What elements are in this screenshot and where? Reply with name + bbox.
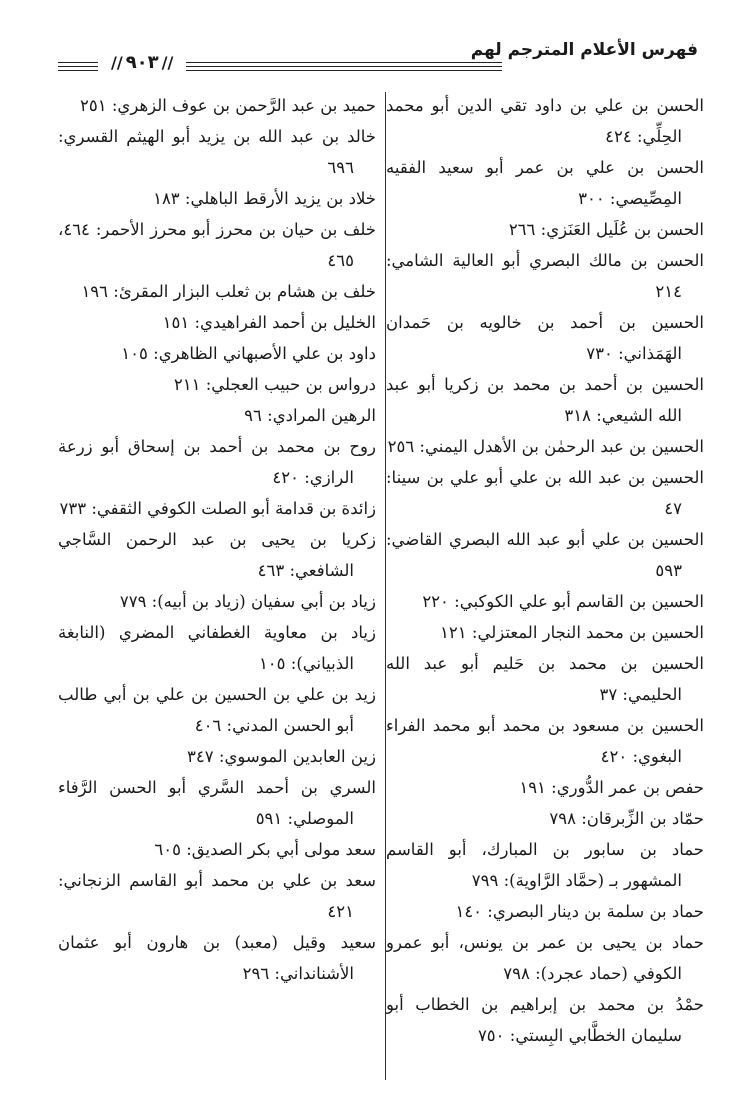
index-entry: الحسين بن مسعود بن محمد أبو محمد الفراء البغوي: ٤٢٠: [386, 716, 704, 766]
index-entry: حمّاد بن الزِّبرقان: ٧٩٨: [549, 809, 704, 828]
index-entry: خلاد بن يزيد الأرقط الباهلي: ١٨٣: [153, 189, 376, 208]
index-entry: الحسين بن أحمد بن خالويه بن حَمدان الهَمَذاني: ٧٣٠: [386, 313, 704, 363]
index-entry: حميد بن عبد الرَّحمن بن عوف الزهري: ٢٥١: [80, 96, 376, 115]
index-entry: الخليل بن أحمد الفراهيدي: ١٥١: [162, 313, 376, 332]
right-column: [386, 90, 704, 1080]
index-entry: الحسين بن أحمد بن محمد بن زكريا أبو عبد الله الشيعي: ٣١٨: [386, 375, 704, 425]
page-number: // ٩٠٣ //: [98, 50, 186, 76]
index-entry: حماد بن سلمة بن دينار البصري: ١٤٠: [455, 902, 704, 921]
running-title: فهرس الأعلام المترجم لهم: [470, 40, 698, 60]
index-entry: روح بن محمد بن أحمد بن إسحاق أبو زرعة الرازي: ٤٢٠: [58, 437, 376, 487]
index-entry: الرهين المرادي: ٩٦: [244, 406, 376, 425]
index-entry: الحسن بن عُلَيل العَنَزي: ٢٦٦: [508, 220, 704, 239]
index-entry: زيد بن علي بن الحسين بن علي بن أبي طالب أبو الحسن المدني: ٤٠٦: [58, 685, 376, 735]
index-entry: الحسين بن محمد بن حَليم أبو عبد الله الحليمي: ٣٧: [386, 654, 704, 704]
index-entry: زكريا بن يحيى بن عبد الرحمن السَّاجي الشافعي: ٤٦٣: [58, 530, 376, 580]
index-entry: سعيد وقيل (معبد) بن هارون أبو عثمان الأشنانداني: ٢٩٦: [58, 933, 376, 983]
index-entry: الحسين بن القاسم أبو علي الكوكبي: ٢٢٠: [422, 592, 704, 611]
index-entry: زائدة بن قدامة أبو الصلت الكوفي الثقفي: ٧٣٣: [59, 499, 376, 518]
column-divider: [385, 92, 386, 1080]
index-entry: الحسن بن علي بن داود تقي الدين أبو محمد الحِلِّي: ٤٢٤: [386, 96, 704, 146]
index-entry: سعد مولى أبي بكر الصديق: ٦٠٥: [154, 840, 376, 859]
index-entry: حفص بن عمر الدُّوري: ١٩١: [519, 778, 704, 797]
index-entry: الحسن بن مالك البصري أبو العالية الشامي: ٢١٤: [386, 251, 704, 301]
left-column: [58, 90, 376, 1080]
index-entry: زياد بن معاوية الغطفاني المضري (النابغة الذبياني): ١٠٥: [58, 623, 376, 673]
index-entry: السري بن أحمد السَّري أبو الحسن الرَّفاء الموصلي: ٥٩١: [58, 778, 376, 828]
index-entry: داود بن علي الأصبهاني الظاهري: ١٠٥: [121, 344, 376, 363]
index-entry: الحسين بن عبد الرحمٰن بن الأهدل اليمني: ٢٥٦: [387, 437, 704, 456]
index-entry: الحسين بن علي أبو عبد الله البصري القاضي: ٥٩٣: [386, 530, 704, 580]
index-entry: سعد بن علي بن محمد أبو القاسم الزنجاني: ٤٢١: [58, 871, 376, 921]
index-entry: زياد بن أبي سفيان (زياد بن أبيه): ٧٧٩: [119, 592, 376, 611]
index-entry: زين العابدين الموسوي: ٣٤٧: [187, 747, 376, 766]
page-header: [58, 38, 698, 80]
index-entry: خلف بن هشام بن ثعلب البزار المقرئ: ١٩٦: [81, 282, 376, 301]
index-entry: الحسين بن عبد الله بن علي أبو علي بن سينا: ٤٧: [386, 468, 704, 518]
index-entry: حماد بن سابور بن المبارك، أبو القاسم المشهور بـ (حمَّاد الرَّاوية): ٧٩٩: [386, 840, 704, 890]
index-entry: خالد بن عبد الله بن يزيد أبو الهيثم القسري: ٦٩٦: [58, 127, 376, 177]
index-entry: حمْدُ بن محمد بن إبراهيم بن الخطاب أبو سليمان الخطَّابي البِستي: ٧٥٠: [386, 995, 704, 1045]
index-entry: درواس بن حبيب العجلي: ٢١١: [173, 375, 376, 394]
index-entry: خلف بن حيان بن محرز أبو محرز الأحمر: ٤٦٤، ٤٦٥: [58, 220, 376, 270]
index-columns: [58, 90, 704, 1080]
index-entry: الحسن بن علي بن عمر أبو سعيد الفقيه المِصِّيصي: ٣٠٠: [386, 158, 704, 208]
index-entry: حماد بن يحيى بن عمر بن يونس، أبو عمرو الكوفي (حماد عجرد): ٧٩٨: [386, 933, 704, 983]
index-entry: الحسين بن محمد النجار المعتزلي: ١٢١: [440, 623, 704, 642]
